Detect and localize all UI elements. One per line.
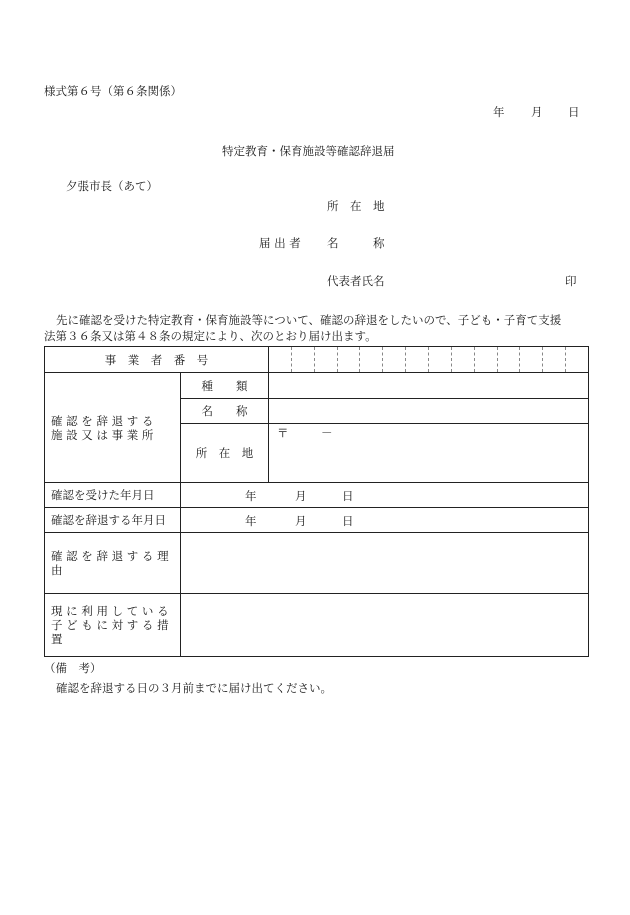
withdraw-month: 月 bbox=[295, 514, 307, 528]
notifier-location-label: 所 在 地 bbox=[327, 199, 385, 213]
withdrawal-form-table bbox=[44, 346, 589, 657]
business-number-label: 事 業 者 番 号 bbox=[45, 347, 269, 373]
postal-dash: － bbox=[321, 426, 333, 440]
reason-row bbox=[45, 533, 589, 594]
reason-field[interactable] bbox=[181, 533, 589, 594]
digit-box[interactable] bbox=[451, 347, 474, 372]
date-year-label: 年 bbox=[493, 105, 505, 119]
withdraw-date-field[interactable] bbox=[181, 508, 589, 533]
digit-box[interactable] bbox=[497, 347, 520, 372]
digit-box[interactable] bbox=[474, 347, 497, 372]
business-number-field[interactable] bbox=[269, 347, 589, 373]
digit-box[interactable] bbox=[337, 347, 360, 372]
digit-box[interactable] bbox=[405, 347, 428, 372]
facility-name-label: 名 称 bbox=[181, 399, 269, 424]
facility-label bbox=[45, 373, 181, 483]
measures-label-line1: 現 に 利 用 し て い る bbox=[51, 604, 169, 618]
confirmed-date-field[interactable] bbox=[181, 483, 589, 508]
measures-field[interactable] bbox=[181, 594, 589, 657]
representative-name-label: 代表者氏名 bbox=[327, 274, 385, 288]
facility-label-line1: 確 認 を 辞 退 す る bbox=[51, 413, 154, 428]
facility-location-label: 所 在 地 bbox=[181, 424, 269, 483]
facility-type-row bbox=[45, 373, 589, 399]
withdraw-year: 年 bbox=[245, 514, 257, 528]
facility-location-field[interactable] bbox=[269, 424, 589, 483]
body-text-line1: 先に確認を受けた特定教育・保育施設等について、確認の辞退をしたいので、子ども・子育て支援 bbox=[56, 313, 562, 327]
confirmed-month: 月 bbox=[295, 489, 307, 503]
measures-label bbox=[45, 594, 181, 657]
date-month-label: 月 bbox=[531, 105, 543, 119]
body-text-line2: 法第３６条又は第４８条の規定により、次のとおり届け出ます。 bbox=[44, 329, 377, 343]
postal-mark: 〒 bbox=[277, 426, 289, 440]
measures-label-line2: 子 ど も に 対 す る 措 置 bbox=[51, 618, 169, 646]
addressee: 夕張市長（あて） bbox=[66, 179, 158, 193]
form-number: 様式第６号（第６条関係） bbox=[44, 84, 182, 98]
business-number-row bbox=[45, 347, 589, 373]
document-title: 特定教育・保育施設等確認辞退届 bbox=[222, 144, 395, 158]
confirmed-date-label: 確認を受けた年月日 bbox=[45, 483, 181, 508]
seal-mark: 印 bbox=[565, 274, 577, 288]
digit-box[interactable] bbox=[359, 347, 382, 372]
digit-box[interactable] bbox=[519, 347, 542, 372]
type-field[interactable] bbox=[269, 373, 589, 399]
remarks-text: 確認を辞退する日の３月前までに届け出てください。 bbox=[56, 681, 332, 695]
withdraw-date-row bbox=[45, 508, 589, 533]
confirmed-day: 日 bbox=[342, 489, 354, 503]
digit-box[interactable] bbox=[269, 347, 291, 372]
digit-box[interactable] bbox=[542, 347, 565, 372]
measures-row bbox=[45, 594, 589, 657]
confirmed-date-row bbox=[45, 483, 589, 508]
digit-box[interactable] bbox=[565, 347, 588, 372]
type-label: 種 類 bbox=[181, 373, 269, 399]
digit-box[interactable] bbox=[428, 347, 451, 372]
date-day-label: 日 bbox=[568, 105, 580, 119]
digit-box[interactable] bbox=[291, 347, 314, 372]
facility-label-line2: 施 設 又 は 事 業 所 bbox=[51, 427, 154, 442]
digit-box[interactable] bbox=[382, 347, 405, 372]
withdraw-date-label: 確認を辞退する年月日 bbox=[45, 508, 181, 533]
notifier-label: 届 出 者 bbox=[259, 236, 301, 250]
notifier-name-label: 名 称 bbox=[327, 236, 385, 250]
reason-label: 確 認 を 辞 退 す る 理 由 bbox=[45, 533, 181, 594]
digit-box[interactable] bbox=[314, 347, 337, 372]
withdraw-day: 日 bbox=[342, 514, 354, 528]
facility-name-field[interactable] bbox=[269, 399, 589, 424]
confirmed-year: 年 bbox=[245, 489, 257, 503]
remarks-label: （備 考） bbox=[44, 661, 102, 675]
